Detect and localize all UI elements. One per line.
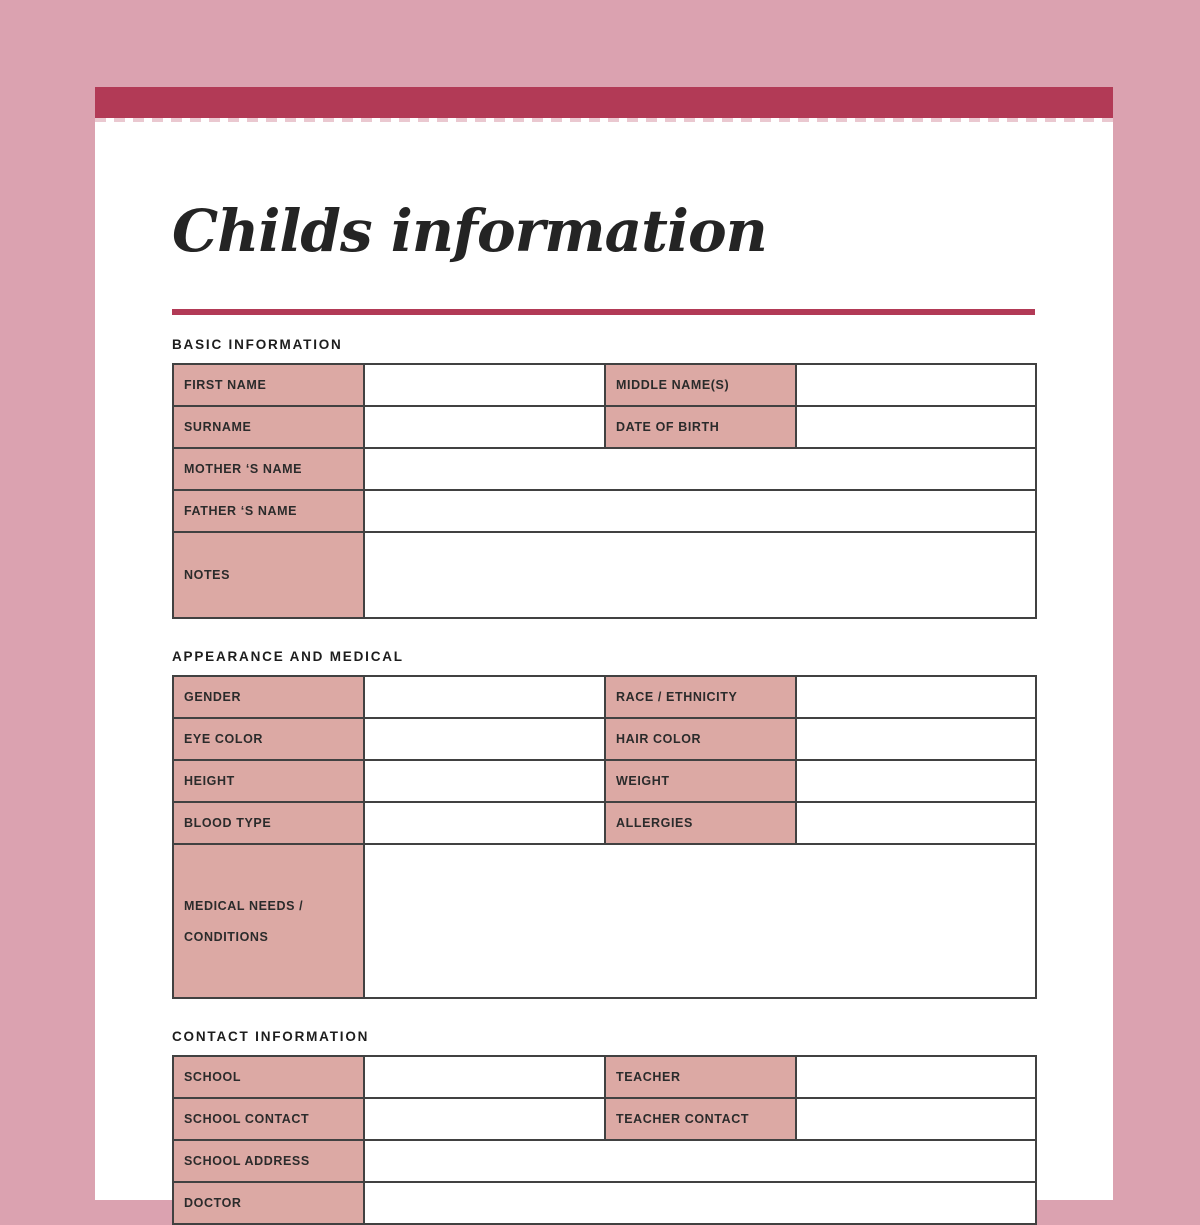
field-label-eye-color: EYE COLOR [173, 718, 364, 760]
field-label-gender: GENDER [173, 676, 364, 718]
medical-needs-label-line1: MEDICAL NEEDS / [184, 898, 304, 913]
field-label-teacher: TEACHER [605, 1056, 796, 1098]
field-value-surname [364, 406, 605, 448]
field-label-race-ethnicity: RACE / ETHNICITY [605, 676, 796, 718]
field-value-teacher [796, 1056, 1036, 1098]
table-row [173, 718, 1036, 760]
field-label-teacher-contact: TEACHER CONTACT [605, 1098, 796, 1140]
table-row [173, 1182, 1036, 1224]
field-value-doctor [364, 1182, 1036, 1224]
table-row [173, 364, 1036, 406]
section-heading-appearance-medical: APPEARANCE AND MEDICAL [172, 649, 404, 664]
document-page [95, 87, 1113, 1210]
field-label-medical-needs-conditions [173, 844, 364, 998]
appearance-medical-table [172, 675, 1037, 999]
field-label-hair-color: HAIR COLOR [605, 718, 796, 760]
field-label-allergies: ALLERGIES [605, 802, 796, 844]
dashed-trim [95, 118, 1113, 122]
section-heading-contact-information: CONTACT INFORMATION [172, 1029, 370, 1044]
medical-needs-label-lines [184, 898, 363, 945]
field-label-school-address: SCHOOL ADDRESS [173, 1140, 364, 1182]
field-value-teacher-contact [796, 1098, 1036, 1140]
table-row [173, 406, 1036, 448]
field-value-gender [364, 676, 605, 718]
table-row [173, 490, 1036, 532]
field-value-date-of-birth [796, 406, 1036, 448]
field-label-surname: SURNAME [173, 406, 364, 448]
field-label-school: SCHOOL [173, 1056, 364, 1098]
table-row [173, 1056, 1036, 1098]
table-row [173, 844, 1036, 998]
field-value-first-name [364, 364, 605, 406]
field-value-school-contact [364, 1098, 605, 1140]
field-label-height: HEIGHT [173, 760, 364, 802]
field-label-school-contact: SCHOOL CONTACT [173, 1098, 364, 1140]
field-value-school-address [364, 1140, 1036, 1182]
field-value-fathers-name [364, 490, 1036, 532]
section-heading-basic-information: BASIC INFORMATION [172, 337, 343, 352]
field-label-middle-names: MIDDLE NAME(S) [605, 364, 796, 406]
table-row [173, 532, 1036, 618]
table-row [173, 760, 1036, 802]
field-value-school [364, 1056, 605, 1098]
title-divider [172, 309, 1035, 315]
field-label-mothers-name: MOTHER ‘S NAME [173, 448, 364, 490]
field-label-notes: NOTES [173, 532, 364, 618]
field-value-eye-color [364, 718, 605, 760]
basic-information-table [172, 363, 1037, 619]
field-value-hair-color [796, 718, 1036, 760]
field-label-first-name: FIRST NAME [173, 364, 364, 406]
table-row [173, 448, 1036, 490]
field-value-notes [364, 532, 1036, 618]
page-content [172, 180, 1035, 1225]
table-row [173, 676, 1036, 718]
table-row [173, 1140, 1036, 1182]
field-label-date-of-birth: DATE OF BIRTH [605, 406, 796, 448]
page-title: Childs information [172, 197, 767, 265]
field-value-blood-type [364, 802, 605, 844]
field-value-height [364, 760, 605, 802]
page-header-bar [95, 87, 1113, 118]
field-value-medical-needs-conditions [364, 844, 1036, 998]
field-value-weight [796, 760, 1036, 802]
medical-needs-label-line2: CONDITIONS [184, 929, 269, 944]
field-value-middle-names [796, 364, 1036, 406]
table-row [173, 802, 1036, 844]
field-value-race-ethnicity [796, 676, 1036, 718]
field-label-blood-type: BLOOD TYPE [173, 802, 364, 844]
field-label-fathers-name: FATHER ‘S NAME [173, 490, 364, 532]
field-value-allergies [796, 802, 1036, 844]
field-label-doctor: DOCTOR [173, 1182, 364, 1224]
field-label-weight: WEIGHT [605, 760, 796, 802]
table-row [173, 1098, 1036, 1140]
field-value-mothers-name [364, 448, 1036, 490]
